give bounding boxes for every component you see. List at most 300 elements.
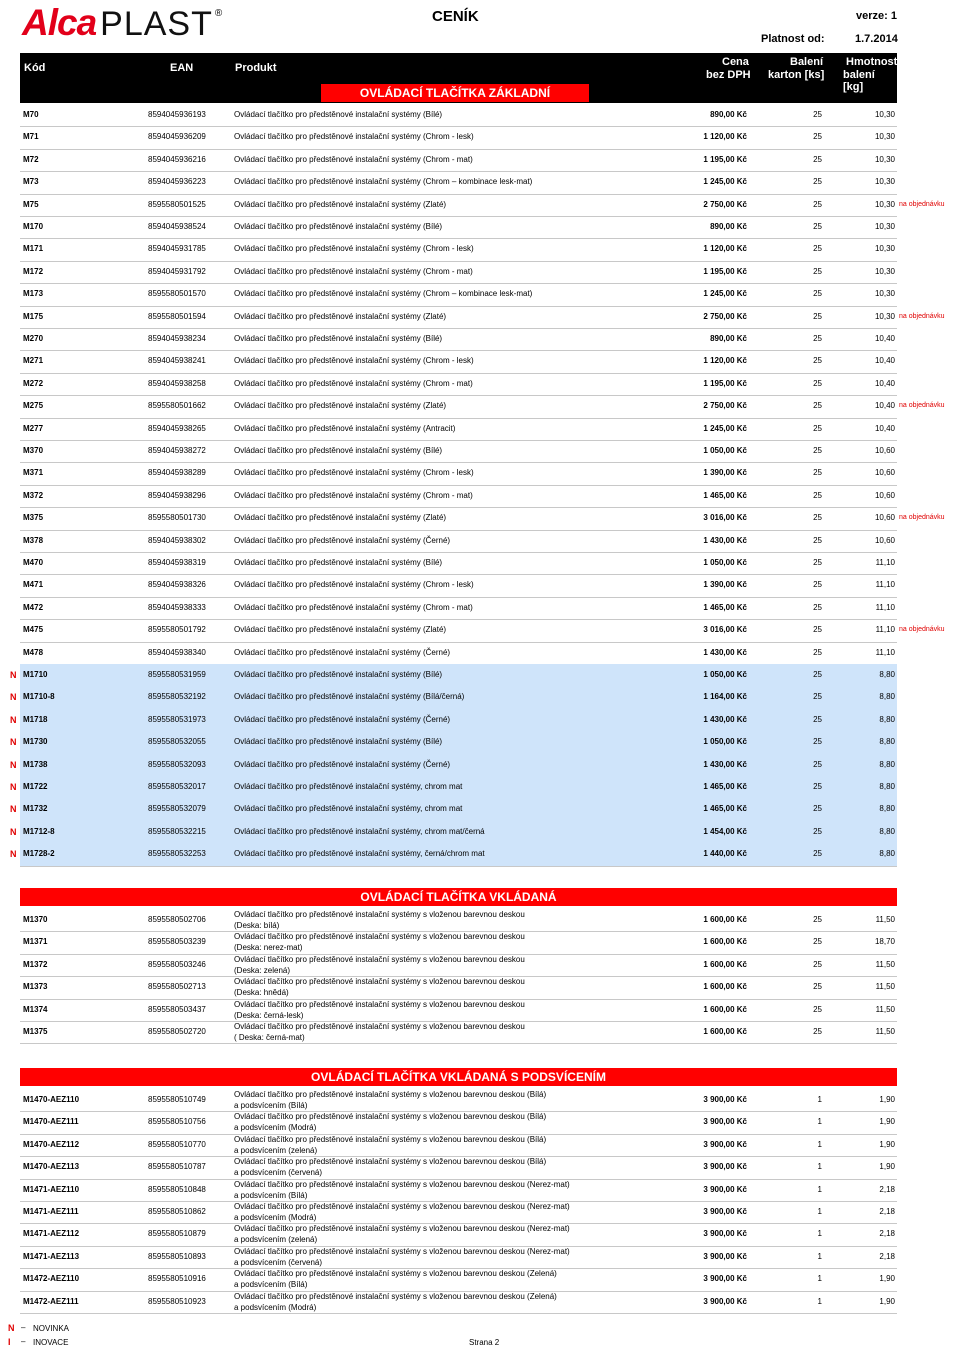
product-code: M1728-2 [23, 849, 55, 859]
weight: 8,80 [879, 692, 895, 702]
order-note: na objednávku [899, 200, 945, 208]
pack-quantity: 25 [813, 244, 822, 254]
ean-code: 8595580510787 [148, 1162, 206, 1172]
ean-code: 8594045938265 [148, 423, 206, 433]
product-code: M475 [23, 625, 44, 635]
product-name: Ovládací tlačítko pro předstěnové instalační systémy, chrom mat [234, 782, 463, 791]
pack-quantity: 25 [813, 647, 822, 657]
price: 3 900,00 Kč [703, 1117, 747, 1127]
ean-code: 8595580503246 [148, 959, 206, 969]
ean-code: 8595580532055 [148, 737, 206, 747]
price: 1 600,00 Kč [703, 1004, 747, 1014]
table-row [20, 306, 945, 329]
version: verze: 1 [856, 10, 897, 22]
product-code: M1472-AEZ111 [23, 1296, 79, 1306]
logo-alca: Alca [22, 2, 97, 43]
price: 1 600,00 Kč [703, 937, 747, 947]
product-code: M1374 [23, 1004, 48, 1014]
weight: 8,80 [879, 759, 895, 769]
novinka-flag: N [10, 826, 17, 837]
table-row [20, 530, 897, 553]
product-name [234, 1268, 614, 1290]
product-name [234, 1246, 614, 1268]
pack-quantity: 25 [813, 513, 822, 523]
product-code: M1370 [23, 915, 48, 924]
price: 3 016,00 Kč [703, 513, 747, 523]
product-code: M1372 [23, 959, 48, 969]
price: 1 245,00 Kč [703, 289, 747, 299]
product-name: Ovládací tlačítko pro předstěnové instalační systémy (Zlaté) [234, 401, 447, 411]
price: 1 245,00 Kč [703, 177, 747, 187]
section-title-inserted: OVLÁDACÍ TLAČÍTKA VKLÁDANÁ [20, 888, 897, 906]
logo-plast: PLAST [100, 5, 213, 43]
product-name [234, 954, 614, 976]
product-code: M171 [23, 244, 44, 254]
product-name: Ovládací tlačítko pro předstěnové instalační systémy (Chrom – kombinace lesk-mat) [234, 289, 533, 299]
table-row [20, 283, 897, 306]
product-code: M73 [23, 177, 39, 187]
pack-quantity: 1 [817, 1274, 822, 1284]
ean-code: 8595580531959 [148, 670, 206, 679]
product-code: M1738 [23, 759, 48, 769]
ean-code: 8594045936193 [148, 110, 206, 119]
product-code: M173 [23, 289, 44, 299]
weight: 10,30 [874, 199, 895, 209]
product-name: Ovládací tlačítko pro předstěnové instalační systémy (Zlaté) [234, 311, 447, 321]
price: 1 430,00 Kč [703, 714, 747, 724]
product-code: M472 [23, 602, 44, 612]
ean-code: 8595580510893 [148, 1251, 206, 1261]
product-name-line2: a podsvícením (červená) [234, 1257, 323, 1267]
price: 1 465,00 Kč [703, 804, 747, 814]
product-name: Ovládací tlačítko pro předstěnové instalační systémy, chrom mat [234, 804, 463, 814]
pack-quantity: 25 [813, 401, 822, 411]
col-price-2: bez DPH [706, 69, 751, 81]
product-code: M1371 [23, 937, 48, 947]
table-row [20, 574, 897, 597]
order-note: na objednávku [899, 626, 945, 634]
table-row [20, 798, 897, 821]
product-name: Ovládací tlačítko pro předstěnové instalační systémy (Chrom - mat) [234, 154, 473, 164]
ean-code: 8594045938258 [148, 378, 206, 388]
ean-code: 8595580502706 [148, 915, 206, 924]
price: 1 430,00 Kč [703, 535, 747, 545]
novinka-flag: N [10, 782, 17, 792]
price: 1 430,00 Kč [703, 759, 747, 769]
price: 1 390,00 Kč [703, 468, 747, 478]
table-row [20, 642, 897, 665]
weight: 2,18 [879, 1251, 895, 1261]
product-name-line1: Ovládací tlačítko pro předstěnové instalační systémy s vloženou barevnou deskou (Bílá) [234, 1157, 547, 1167]
weight: 10,30 [874, 244, 895, 254]
product-name: Ovládací tlačítko pro předstěnové instalační systémy (Chrom - lesk) [234, 132, 474, 142]
ean-code: 8595580501792 [148, 625, 206, 635]
product-name-line1: Ovládací tlačítko pro předstěnové instalační systémy s vloženou barevnou deskou (Zelená) [234, 1291, 557, 1301]
col-weight-2: balení [kg] [843, 69, 875, 93]
ean-code: 8595580510749 [148, 1095, 206, 1104]
product-code: M1710 [23, 670, 48, 679]
ean-code: 8594045936216 [148, 154, 206, 164]
product-code: M371 [23, 468, 44, 478]
product-name: Ovládací tlačítko pro předstěnové instalační systémy (Bílé) [234, 110, 443, 119]
weight: 2,18 [879, 1184, 895, 1194]
col-product: Produkt [235, 62, 277, 74]
table-row [20, 171, 897, 194]
price: 1 465,00 Kč [703, 782, 747, 791]
legend-n-text: NOVINKA [33, 1324, 70, 1333]
ean-code: 8595580503239 [148, 937, 206, 947]
product-name-line2: a podsvícením (Modrá) [234, 1302, 317, 1312]
weight: 11,50 [875, 1004, 895, 1014]
price: 3 900,00 Kč [703, 1184, 747, 1194]
price: 3 900,00 Kč [703, 1095, 747, 1104]
price: 1 600,00 Kč [703, 915, 747, 924]
pack-quantity: 1 [817, 1162, 822, 1172]
price: 1 050,00 Kč [703, 670, 747, 679]
ean-code: 8594045931785 [148, 244, 206, 254]
table-row [20, 373, 897, 396]
product-code: M271 [23, 356, 44, 366]
product-name-line1: Ovládací tlačítko pro předstěnové instalační systémy s vloženou barevnou deskou [234, 954, 525, 964]
pack-quantity: 25 [813, 289, 822, 299]
weight: 11,10 [875, 558, 895, 567]
ean-code: 8595580510756 [148, 1117, 206, 1127]
table-row [20, 1179, 897, 1202]
product-name-line2: a podsvícením (zelená) [234, 1145, 318, 1155]
pack-quantity: 25 [813, 1027, 822, 1036]
product-code: M172 [23, 266, 44, 276]
product-name: Ovládací tlačítko pro předstěnové instalační systémy (Chrom - mat) [234, 602, 473, 612]
col-price-1: Cena [722, 56, 749, 68]
product-name: Ovládací tlačítko pro předstěnové instalační systémy, černá/chrom mat [234, 849, 485, 859]
weight: 10,30 [874, 266, 895, 276]
price: 3 900,00 Kč [703, 1296, 747, 1306]
price: 3 900,00 Kč [703, 1251, 747, 1261]
ean-code: 8595580510862 [148, 1207, 206, 1216]
weight: 10,40 [874, 334, 895, 343]
table-row [20, 126, 897, 149]
ean-code: 8595580501594 [148, 311, 206, 321]
legend-n-dash: – [21, 1323, 26, 1332]
product-code: M375 [23, 513, 44, 523]
pack-quantity: 25 [813, 782, 822, 791]
col-pack-1: Balení [790, 56, 824, 68]
weight: 10,60 [874, 535, 895, 545]
product-name: Ovládací tlačítko pro předstěnové instalační systémy (Chrom - lesk) [234, 468, 474, 478]
weight: 1,90 [879, 1139, 895, 1149]
product-name: Ovládací tlačítko pro předstěnové instalační systémy (Chrom – kombinace lesk-mat) [234, 177, 533, 187]
weight: 8,80 [879, 714, 895, 724]
ean-code: 8594045938296 [148, 490, 206, 500]
product-name [234, 1111, 614, 1133]
ean-code: 8594045931792 [148, 266, 206, 276]
product-name [234, 976, 614, 998]
product-name: Ovládací tlačítko pro předstěnové instalační systémy, chrom mat/černá [234, 826, 485, 836]
novinka-flag: N [10, 714, 17, 725]
section-title-basic: OVLÁDACÍ TLAČÍTKA ZÁKLADNÍ [321, 84, 589, 102]
weight: 8,80 [879, 826, 895, 836]
product-name-line1: Ovládací tlačítko pro předstěnové instalační systémy s vloženou barevnou deskou [234, 1022, 525, 1031]
ean-code: 8594045938234 [148, 334, 206, 343]
weight: 10,60 [874, 446, 895, 455]
price: 1 195,00 Kč [703, 378, 747, 388]
table-row [20, 1156, 897, 1179]
product-code: M378 [23, 535, 44, 545]
pack-quantity: 25 [813, 356, 822, 366]
price: 3 900,00 Kč [703, 1274, 747, 1284]
ean-code: 8595580501570 [148, 289, 206, 299]
table-row [20, 909, 897, 932]
product-code: M471 [23, 580, 44, 590]
table-row [20, 1291, 897, 1314]
weight: 1,90 [879, 1095, 895, 1104]
weight: 10,40 [874, 423, 895, 433]
ean-code: 8594045936209 [148, 132, 206, 142]
price: 1 195,00 Kč [703, 154, 747, 164]
ean-code: 8595580532215 [148, 826, 206, 836]
price: 1 600,00 Kč [703, 959, 747, 969]
product-code: M170 [23, 222, 44, 231]
price: 1 050,00 Kč [703, 558, 747, 567]
table-row [20, 619, 945, 642]
pack-quantity: 1 [817, 1139, 822, 1149]
product-name-line2: (Deska: nerez-mat) [234, 943, 303, 953]
product-name: Ovládací tlačítko pro předstěnové instalační systémy (Černé) [234, 714, 451, 724]
ean-code: 8595580510879 [148, 1229, 206, 1239]
table-row [20, 552, 897, 575]
product-name-line1: Ovládací tlačítko pro předstěnové instalační systémy s vloženou barevnou deskou (Bílá) [234, 1090, 547, 1099]
ean-code: 8594045938319 [148, 558, 206, 567]
weight: 10,30 [874, 110, 895, 119]
ean-code: 8594045938289 [148, 468, 206, 478]
product-code: M1732 [23, 804, 48, 814]
price: 2 750,00 Kč [703, 401, 747, 411]
price: 1 050,00 Kč [703, 446, 747, 455]
pack-quantity: 25 [813, 222, 822, 231]
product-code: M370 [23, 446, 44, 455]
weight: 10,40 [874, 401, 895, 411]
pack-quantity: 25 [813, 804, 822, 814]
product-name-line1: Ovládací tlačítko pro předstěnové instalační systémy s vloženou barevnou deskou (Nerez-mat) [234, 1202, 570, 1211]
product-name [234, 1021, 614, 1043]
pack-quantity: 25 [813, 177, 822, 187]
product-code: M1470-AEZ110 [23, 1095, 80, 1104]
weight: 10,60 [874, 513, 895, 523]
product-name: Ovládací tlačítko pro předstěnové instalační systémy (Chrom - mat) [234, 378, 473, 388]
table-row [20, 462, 897, 485]
weight: 10,30 [874, 289, 895, 299]
price: 2 750,00 Kč [703, 311, 747, 321]
weight: 11,10 [875, 625, 895, 635]
pack-quantity: 25 [813, 334, 822, 343]
weight: 11,50 [875, 1027, 895, 1036]
product-code: M1375 [23, 1027, 48, 1036]
price: 1 120,00 Kč [703, 132, 747, 142]
ean-code: 8594045936223 [148, 177, 206, 187]
pack-quantity: 25 [813, 737, 822, 747]
col-pack-2: karton [ks] [768, 69, 825, 81]
price: 3 016,00 Kč [703, 625, 747, 635]
pack-quantity: 25 [813, 692, 822, 702]
novinka-flag: N [10, 804, 17, 815]
product-name-line1: Ovládací tlačítko pro předstěnové instalační systémy s vloženou barevnou deskou (Nerez-mat) [234, 1224, 570, 1234]
weight: 10,30 [874, 311, 895, 321]
ean-code: 8595580532017 [148, 782, 206, 791]
price: 1 245,00 Kč [703, 423, 747, 433]
product-name: Ovládací tlačítko pro předstěnové instalační systémy (Bílé) [234, 222, 443, 231]
product-name-line2: (Deska: zelená) [234, 965, 291, 975]
product-name [234, 999, 614, 1021]
pack-quantity: 25 [813, 915, 822, 924]
table-row [20, 709, 897, 732]
product-name: Ovládací tlačítko pro předstěnové instalační systémy (Bílé) [234, 446, 443, 455]
ean-code: 8595580510848 [148, 1184, 206, 1194]
weight: 10,30 [874, 154, 895, 164]
table-row [20, 104, 897, 127]
table-row [20, 216, 897, 239]
table-row [20, 999, 897, 1022]
novinka-flag: N [10, 759, 17, 770]
product-name-line2: a podsvícením (Modrá) [234, 1213, 317, 1222]
table-row [20, 149, 897, 172]
product-name-line1: Ovládací tlačítko pro předstěnové instalační systémy s vloženou barevnou deskou (Zelená) [234, 1269, 557, 1279]
price: 1 454,00 Kč [703, 826, 747, 836]
product-name: Ovládací tlačítko pro předstěnové instalační systémy (Chrom - lesk) [234, 580, 474, 590]
product-name: Ovládací tlačítko pro předstěnové instalační systémy (Chrom - mat) [234, 490, 473, 500]
table-row [20, 350, 897, 373]
weight: 18,70 [874, 937, 895, 947]
table-row [20, 1223, 897, 1246]
product-name: Ovládací tlačítko pro předstěnové instalační systémy (Chrom - mat) [234, 266, 473, 276]
table-row [20, 954, 897, 977]
table-row [20, 754, 897, 777]
table-row [20, 328, 897, 351]
col-weight-1: Hmotnost [846, 56, 898, 68]
product-code: M277 [23, 423, 44, 433]
ean-code: 8595580502713 [148, 982, 206, 992]
table-row [20, 1021, 897, 1044]
product-name-line2: (Deska: bílá) [234, 921, 280, 930]
table-row [20, 1268, 897, 1291]
pack-quantity: 25 [813, 937, 822, 947]
product-code: M1722 [23, 782, 48, 791]
ean-code: 8595580502720 [148, 1027, 206, 1036]
legend-i-letter: I [8, 1337, 11, 1347]
product-name: Ovládací tlačítko pro předstěnové instalační systémy (Bílé) [234, 737, 443, 747]
product-name-line1: Ovládací tlačítko pro předstěnové instalační systémy s vloženou barevnou deskou (Nerez-mat) [234, 1179, 570, 1189]
table-row [20, 1111, 897, 1134]
product-name [234, 1156, 614, 1178]
price: 2 750,00 Kč [703, 199, 747, 209]
product-name-line2: (Deska: černá-lesk) [234, 1010, 304, 1020]
ean-code: 8595580501662 [148, 401, 206, 411]
novinka-flag: N [10, 670, 17, 680]
price: 890,00 Kč [710, 334, 747, 343]
price: 1 120,00 Kč [703, 244, 747, 254]
ean-code: 8594045938340 [148, 647, 206, 657]
weight: 10,30 [874, 177, 895, 187]
pack-quantity: 25 [813, 625, 822, 635]
product-code: M1471-AEZ112 [23, 1229, 80, 1239]
product-code: M1471-AEZ110 [23, 1184, 80, 1194]
product-code: M1471-AEZ111 [23, 1207, 79, 1216]
pack-quantity: 25 [813, 982, 822, 992]
weight: 2,18 [879, 1207, 895, 1216]
product-name-line1: Ovládací tlačítko pro předstěnové instalační systémy s vloženou barevnou deskou [234, 999, 525, 1009]
ean-code: 8594045938524 [148, 222, 206, 231]
weight: 8,80 [879, 670, 895, 679]
pack-quantity: 25 [813, 558, 822, 567]
price: 3 900,00 Kč [703, 1162, 747, 1172]
product-code: M1730 [23, 737, 48, 747]
pack-quantity: 25 [813, 132, 822, 142]
product-code: M1710-8 [23, 692, 55, 702]
ean-code: 8594045938302 [148, 535, 206, 545]
pack-quantity: 25 [813, 1004, 822, 1014]
pack-quantity: 25 [813, 423, 822, 433]
price: 1 465,00 Kč [703, 490, 747, 500]
weight: 10,40 [874, 378, 895, 388]
legend-i-text: INOVACE [33, 1338, 69, 1347]
table-row [20, 440, 897, 463]
price: 1 465,00 Kč [703, 602, 747, 612]
table-row [20, 485, 897, 508]
product-code: M72 [23, 154, 39, 164]
product-name: Ovládací tlačítko pro předstěnové instalační systémy (Bílé) [234, 670, 443, 679]
alcaplast-logo [22, 2, 223, 43]
price: 1 195,00 Kč [703, 266, 747, 276]
product-name: Ovládací tlačítko pro předstěnové instalační systémy (Chrom - lesk) [234, 356, 474, 366]
product-name: Ovládací tlačítko pro předstěnové instalační systémy (Bílá/černá) [234, 692, 465, 702]
price: 1 440,00 Kč [703, 849, 747, 859]
price: 890,00 Kč [710, 222, 747, 231]
weight: 1,90 [879, 1117, 895, 1127]
ean-code: 8595580532192 [148, 692, 206, 702]
weight: 10,60 [874, 490, 895, 500]
table-row [20, 731, 897, 754]
pack-quantity: 25 [813, 826, 822, 836]
table-row [20, 1134, 897, 1157]
price: 1 164,00 Kč [703, 692, 747, 702]
product-name [234, 1134, 614, 1156]
table-row [20, 843, 897, 866]
price: 3 900,00 Kč [703, 1139, 747, 1149]
section-title-backlit: OVLÁDACÍ TLAČÍTKA VKLÁDANÁ S PODSVÍCENÍM [20, 1068, 897, 1086]
price: 3 900,00 Kč [703, 1207, 747, 1216]
price: 1 600,00 Kč [703, 1027, 747, 1036]
product-code: M1712-8 [23, 826, 55, 836]
weight: 10,40 [874, 356, 895, 366]
product-name-line2: a podsvícením (Bílá) [234, 1190, 308, 1200]
pack-quantity: 25 [813, 714, 822, 724]
product-name-line1: Ovládací tlačítko pro předstěnové instalační systémy s vloženou barevnou deskou (Bílá) [234, 1112, 547, 1122]
pack-quantity: 1 [817, 1095, 822, 1104]
novinka-flag: N [10, 692, 17, 703]
ean-code: 8595580510923 [148, 1296, 206, 1306]
product-code: M372 [23, 490, 44, 500]
novinka-flag: N [10, 849, 17, 860]
valid-from-date: 1.7.2014 [855, 33, 898, 45]
product-code: M1470-AEZ111 [23, 1117, 79, 1127]
pack-quantity: 1 [817, 1251, 822, 1261]
product-name [234, 1089, 614, 1111]
table-row [20, 597, 897, 620]
legend-n-letter: N [8, 1323, 15, 1333]
product-name-line1: Ovládací tlačítko pro předstěnové instalační systémy s vloženou barevnou deskou (Bílá) [234, 1134, 547, 1144]
product-name [234, 1223, 614, 1245]
col-code: Kód [24, 62, 46, 74]
pack-quantity: 25 [813, 580, 822, 590]
